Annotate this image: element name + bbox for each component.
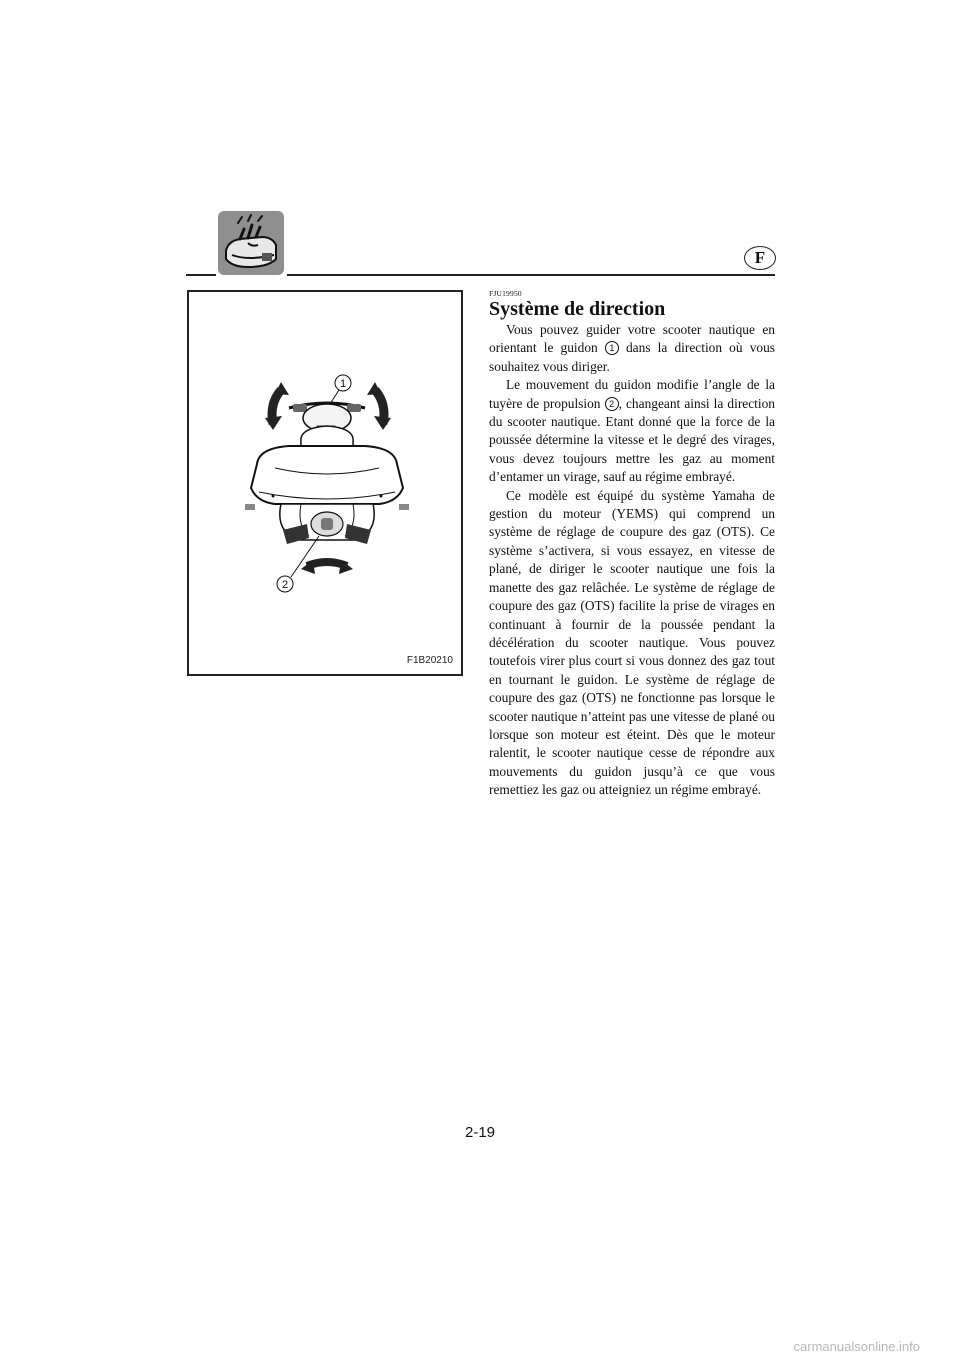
callout-ref-2: 2 [605,397,619,411]
jet-ski-icon [218,211,284,275]
language-badge: F [744,246,776,270]
steering-figure [187,290,463,676]
header-rule-right [287,274,775,276]
callout-1: 1 [339,378,347,390]
figure-code: F1B20210 [406,655,453,666]
header-rule-left [186,274,216,276]
paragraph-1: Vous pouvez guider votre scooter nautique en orientant le guidon 1 dans la direction où vous souhaitez vous diriger. [489,322,776,374]
section-title: Système de direction [489,298,666,320]
callout-ref-1: 1 [605,341,619,355]
page-number: 2-19 [464,1124,496,1141]
paragraph-2: Le mouvement du guidon modifie l’angle de la tuyère de propulsion 2 , changeant ainsi la direction du scooter nautique. Etant donné que la force de la poussée détermine la vitesse et le degré des virages, vous devez toujours mettre les gaz au moment d’entamer un virage, sauf au régime embrayé. [489,377,776,485]
section-reference: FJU19950 [489,289,522,298]
callout-2: 2 [281,579,289,591]
paragraph-3: Ce modèle est équipé du système Yamaha de gestion du moteur (YEMS) qui comprend un système de réglage de coupure des gaz (OTS). Ce système s’activera, si vous essayez, en vitesse de plané, de diriger le scooter nautique une fois la manette des gaz relâchée. Le système de réglage de coupure des gaz (OTS) facilite la prise de virages en continuant à fournir de la poussée pendant la décélération du scooter nautique. Vous pouvez toutefois virer plus court si vous donnez des gaz tout en tournant le guidon. Le système de réglage de coupure des gaz (OTS) ne fonctionne pas lorsque le scooter nautique n’atteint pas une vitesse de plané ou lorsque son moteur est éteint. Dès que le moteur ralentit, le scooter nautique cesse de répondre aux mouvements du guidon jusqu’à ce que vous remettiez les gaz ou atteigniez un régime embrayé. [489,487,775,798]
body-text [489,321,775,800]
watermark: carmanualsonline.info [793,1339,920,1354]
jet-ski-steering-diagram [189,292,461,674]
